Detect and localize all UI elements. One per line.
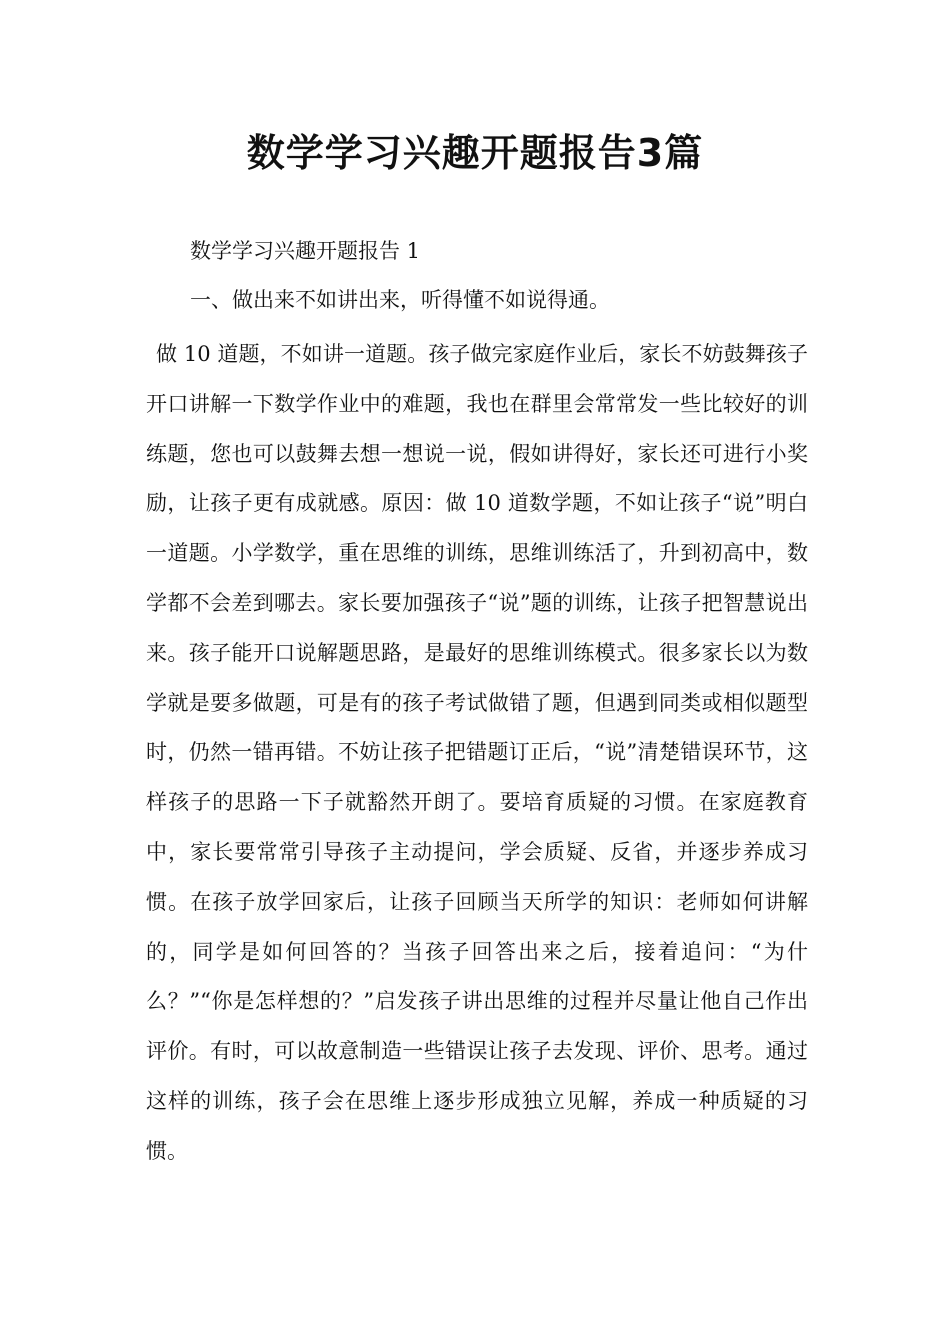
section-heading: 一、做出来不如讲出来，听得懂不如说得通。 xyxy=(190,288,610,312)
body-paragraph: 做 10 道题，不如讲一道题。孩子做完家庭作业后，家长不妨鼓舞孩子开口讲解一下数学作业中的难题，我也在群里会常常发一些比较好的训练题，您也可以鼓舞去想一想说一说，假如讲得好，家长还可进行小奖励，让孩子更有成就感。原因：做 10 道数学题，不如让孩子“说”明白一道题。小学数学，重在思维的训练，思维训练活了，升到初高中，数学都不会差到哪去。家长要加强孩子“说”题的训练，让孩子把智慧说出来。孩子能开口说解题思路，是最好的思维训练模式。很多家长以为数学就是要多做题，可是有的孩子考试做错了题，但遇到同类或相似题型时，仍然一错再错。不妨让孩子把错题订正后，“说”清楚错误环节，这样孩子的思路一下子就豁然开朗了。要培育质疑的习惯。在家庭教育中，家长要常常引导孩子主动提问，学会质疑、反省，并逐步养成习惯。在孩子放学回家后，让孩子回顾当天所学的知识：老师如何讲解的，同学是如何回答的？当孩子回答出来之后，接着追问：“为什么？”“你是怎样想的？”启发孩子讲出思维的过程并尽量让他自己作出评价。有时，可以故意制造一些错误让孩子去发现、评价、思考。通过这样的训练，孩子会在思维上逐步形成独立见解，养成一种质疑的习惯。 xyxy=(146,342,808,1163)
document-title: 数学学习兴趣开题报告3篇 xyxy=(246,131,704,175)
report-subtitle: 数学学习兴趣开题报告 1 xyxy=(190,239,421,263)
